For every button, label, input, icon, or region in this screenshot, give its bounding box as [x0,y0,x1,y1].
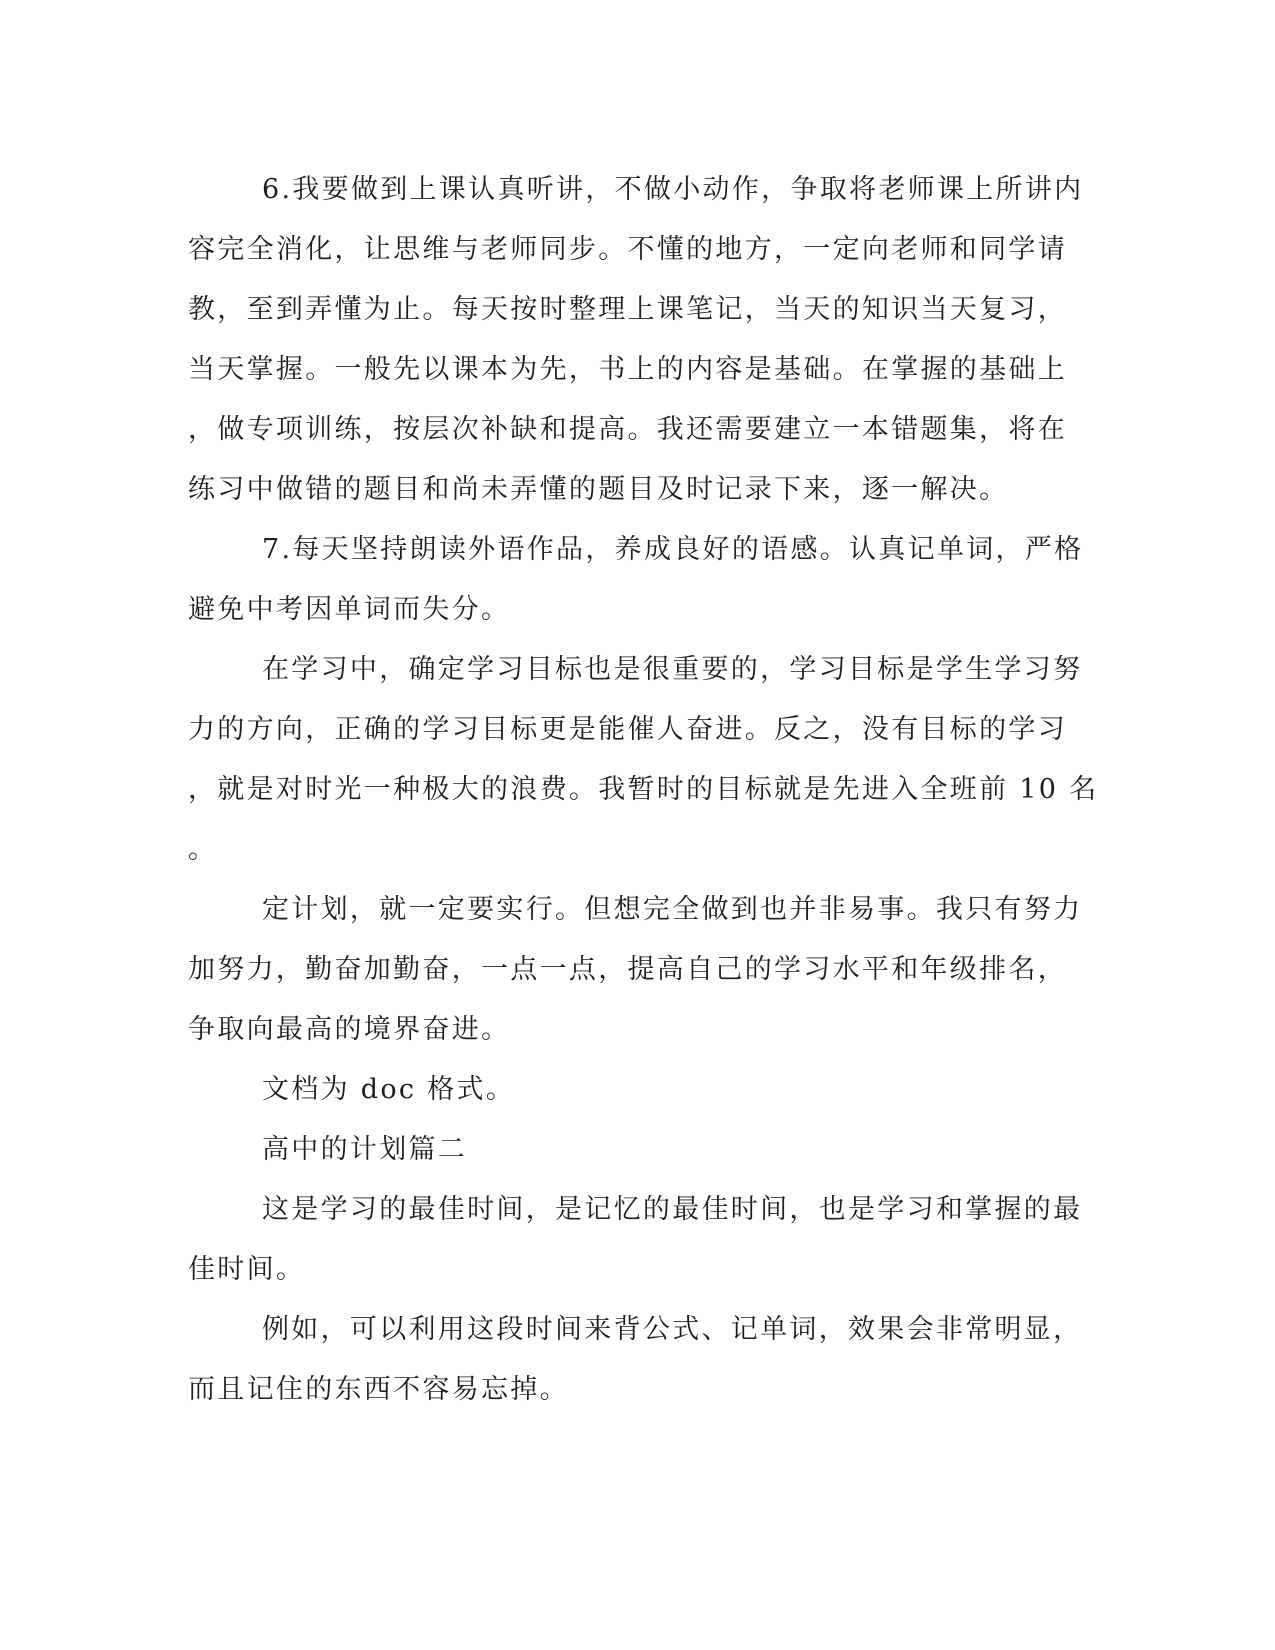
paragraph-item-7-line-1: 7.每天坚持朗读外语作品，养成良好的语感。认真记单词，严格 [262,534,1084,565]
paragraph-item-6-line-2: 容完全消化，让思维与老师同步。不懂的地方，一定向老师和同学请 [188,234,1067,265]
paragraph-plan-line-2: 加努力，勤奋加勤奋，一点一点，提高自己的学习水平和年级排名， [188,954,1067,985]
paragraph-doc-format-note: 文档为 doc 格式。 [262,1074,516,1105]
paragraph-goals-line-1: 在学习中，确定学习目标也是很重要的，学习目标是学生学习努 [262,654,1083,685]
paragraph-best-time-line-1: 这是学习的最佳时间，是记忆的最佳时间，也是学习和掌握的最 [262,1194,1083,1225]
paragraph-example-line-1: 例如，可以利用这段时间来背公式、记单词，效果会非常明显， [262,1314,1083,1345]
paragraph-example-line-2: 而且记住的东西不容易忘掉。 [188,1374,569,1405]
paragraph-plan-line-1: 定计划，就一定要实行。但想完全做到也并非易事。我只有努力 [262,894,1083,925]
paragraph-plan-line-3: 争取向最高的境界奋进。 [188,1014,511,1045]
paragraph-goals-line-4: 。 [188,834,218,865]
paragraph-best-time-line-2: 佳时间。 [188,1254,306,1285]
paragraph-item-6-line-1: 6.我要做到上课认真听讲，不做小动作，争取将老师课上所讲内 [262,174,1084,205]
paragraph-item-6-line-3: 教，至到弄懂为止。每天按时整理上课笔记，当天的知识当天复习， [188,294,1067,325]
paragraph-item-6-line-6: 练习中做错的题目和尚未弄懂的题目及时记录下来，逐一解决。 [188,474,1009,505]
section-heading: 高中的计划篇二 [262,1134,468,1165]
paragraph-item-6-line-5: ，做专项训练，按层次补缺和提高。我还需要建立一本错题集，将在 [188,414,1067,445]
paragraph-item-7-line-2: 避免中考因单词而失分。 [188,594,511,625]
paragraph-goals-line-3: ，就是对时光一种极大的浪费。我暂时的目标就是先进入全班前 10 名 [188,774,1099,805]
paragraph-goals-line-2: 力的方向，正确的学习目标更是能催人奋进。反之，没有目标的学习 [188,714,1067,745]
paragraph-item-6-line-4: 当天掌握。一般先以课本为先，书上的内容是基础。在掌握的基础上 [188,354,1067,385]
